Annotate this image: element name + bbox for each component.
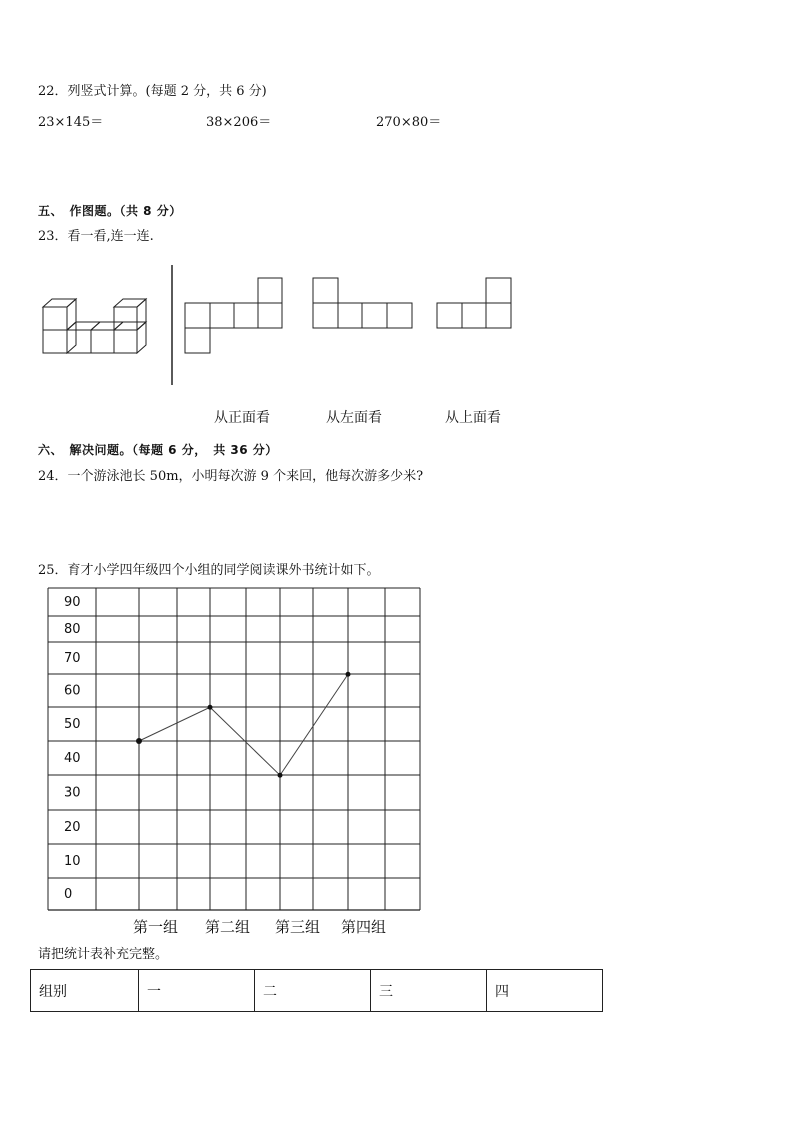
- chart-x-labels: [133, 918, 386, 936]
- q25-title: 25．育才小学四年级四个小组的同学阅读课外书统计如下。: [38, 563, 380, 578]
- data-point: [346, 672, 351, 677]
- table-header-cell: 组别: [31, 970, 139, 1012]
- chart-series: [136, 672, 351, 778]
- data-point: [136, 738, 142, 744]
- y-tick-label: 40: [64, 751, 81, 766]
- q22-item-1: 23×145＝: [38, 115, 104, 130]
- q24-title: 24．一个游泳池长 50m，小明每次游 9 个来回，他每次游多少米?: [38, 469, 424, 484]
- y-tick-label: 10: [64, 854, 81, 869]
- q22-title: 22．列竖式计算。(每题 2 分，共 6 分): [38, 84, 267, 99]
- table-cell-group-3: 三: [371, 970, 487, 1012]
- chart-grid: [48, 588, 420, 910]
- table-cell-group-2: 二: [255, 970, 371, 1012]
- section-5-heading: 五、 作图题。（共 8 分）: [38, 204, 182, 218]
- section-6-heading: 六、 解决问题。（每题 6 分， 共 36 分）: [38, 443, 278, 457]
- q22-item-2: 38×206＝: [206, 115, 272, 130]
- view-label-top: 从上面看: [445, 410, 501, 426]
- table-cell-group-1: 一: [139, 970, 255, 1012]
- y-tick-label: 70: [64, 651, 81, 666]
- y-tick-label: 80: [64, 622, 81, 637]
- chart-y-ticks: [64, 595, 81, 902]
- data-point: [278, 773, 283, 778]
- y-tick-label: 60: [64, 683, 81, 699]
- x-category-label: 第二组: [205, 918, 251, 936]
- q23-title: 23．看一看,连一连.: [38, 229, 154, 244]
- stat-table: [30, 969, 603, 1012]
- y-tick-label: 20: [64, 820, 81, 835]
- y-tick-label: 50: [64, 717, 81, 732]
- x-category-label: 第一组: [133, 918, 179, 936]
- view-label-front: 从正面看: [214, 410, 270, 426]
- view-label-left: 从左面看: [326, 410, 382, 426]
- data-point: [208, 705, 213, 710]
- y-tick-label: 90: [64, 595, 81, 610]
- x-category-label: 第四组: [341, 918, 387, 936]
- series-line: [139, 674, 348, 775]
- x-category-label: 第三组: [275, 918, 321, 936]
- q25-instruction: 请把统计表补充完整。: [38, 947, 169, 962]
- y-tick-label: 30: [64, 785, 81, 801]
- table-row: [31, 970, 603, 1012]
- q22-item-3: 270×80＝: [376, 115, 442, 130]
- table-cell-group-4: 四: [487, 970, 603, 1012]
- y-tick-label: 0: [64, 887, 73, 902]
